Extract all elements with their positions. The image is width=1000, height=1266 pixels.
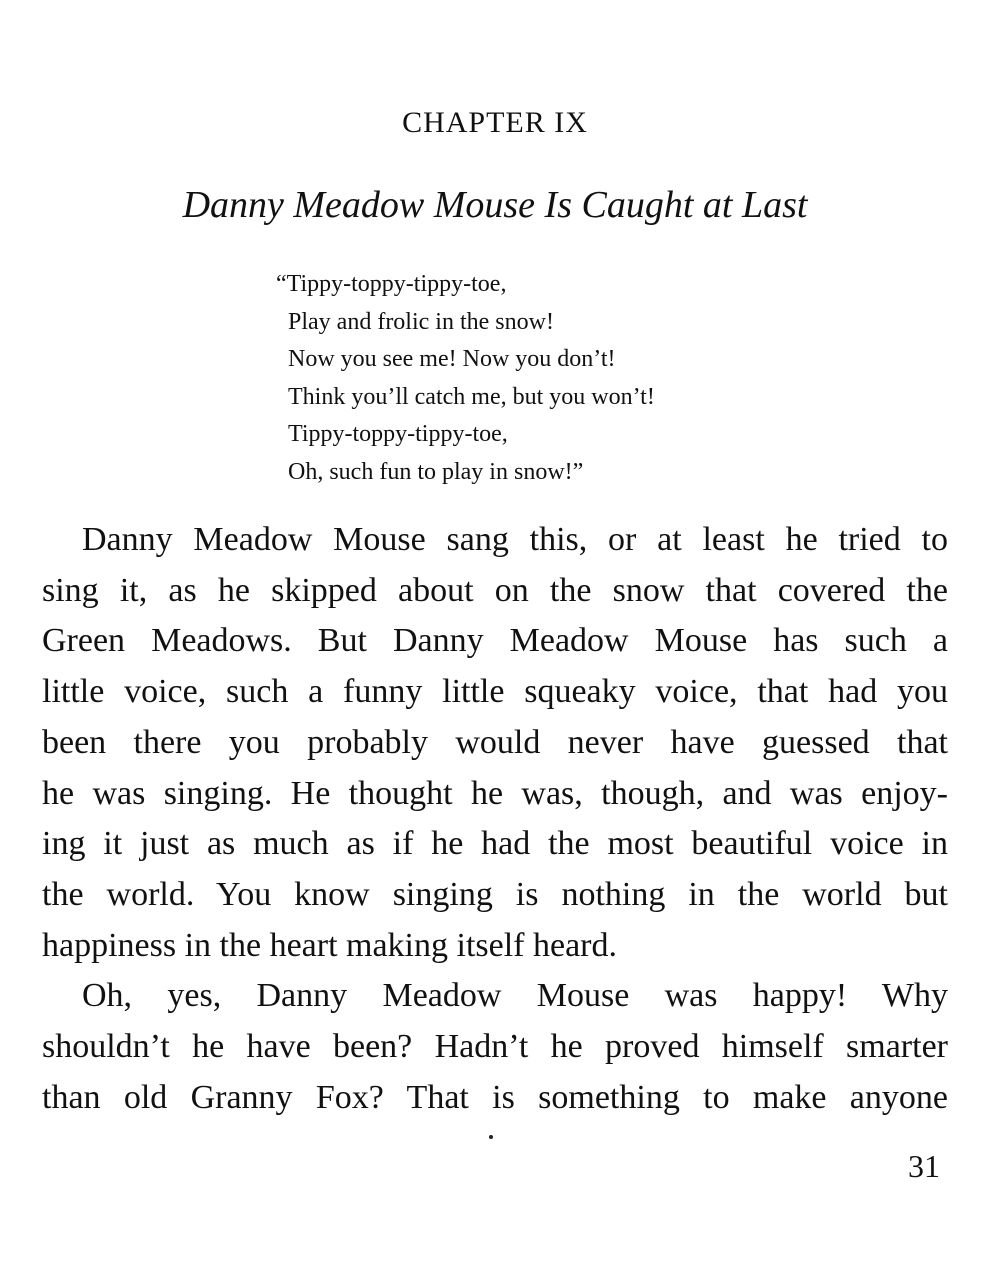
text-line: been there you probably would never have guessed that: [42, 723, 948, 761]
text-line: Oh, yes, Danny Meadow Mouse was happy! Why: [82, 977, 948, 1015]
text-line: little voice, such a funny little squeaky voice, that had you: [42, 673, 948, 711]
ink-speck: [489, 1135, 493, 1139]
chapter-title: Danny Meadow Mouse Is Caught at Last: [182, 184, 808, 226]
poem-line: Play and frolic in the snow!: [288, 308, 554, 335]
page-number: 31: [908, 1148, 940, 1184]
poem: [276, 266, 655, 492]
text-line: he was singing. He thought he was, though, and was enjoy-: [42, 774, 948, 812]
text-line: the world. You know singing is nothing in the world but: [42, 875, 948, 913]
poem-line: Think you’ll catch me, but you won’t!: [288, 383, 655, 410]
poem-line: Oh, such fun to play in snow!”: [288, 458, 584, 485]
body-text: [42, 515, 948, 1123]
paragraph: [42, 971, 948, 1123]
text-line: shouldn’t he have been? Hadn’t he proved himself smarter: [42, 1028, 948, 1066]
text-line: sing it, as he skipped about on the snow that covered the: [42, 571, 948, 609]
text-line: happiness in the heart making itself heard.: [42, 926, 617, 964]
text-line: Danny Meadow Mouse sang this, or at least he tried to: [82, 521, 948, 558]
text-line: ing it just as much as if he had the most beautiful voice in: [42, 825, 948, 863]
poem-line: Tippy-toppy-tippy-toe,: [288, 421, 508, 448]
text-line: than old Granny Fox? That is something to make anyone: [42, 1078, 948, 1116]
poem-line: “Tippy-toppy-tippy-toe,: [276, 271, 507, 297]
chapter-heading: CHAPTER IX: [402, 106, 588, 139]
text-line: Green Meadows. But Danny Meadow Mouse has such a: [42, 622, 948, 660]
poem-line: Now you see me! Now you don’t!: [288, 346, 616, 373]
paragraph: [42, 515, 948, 971]
